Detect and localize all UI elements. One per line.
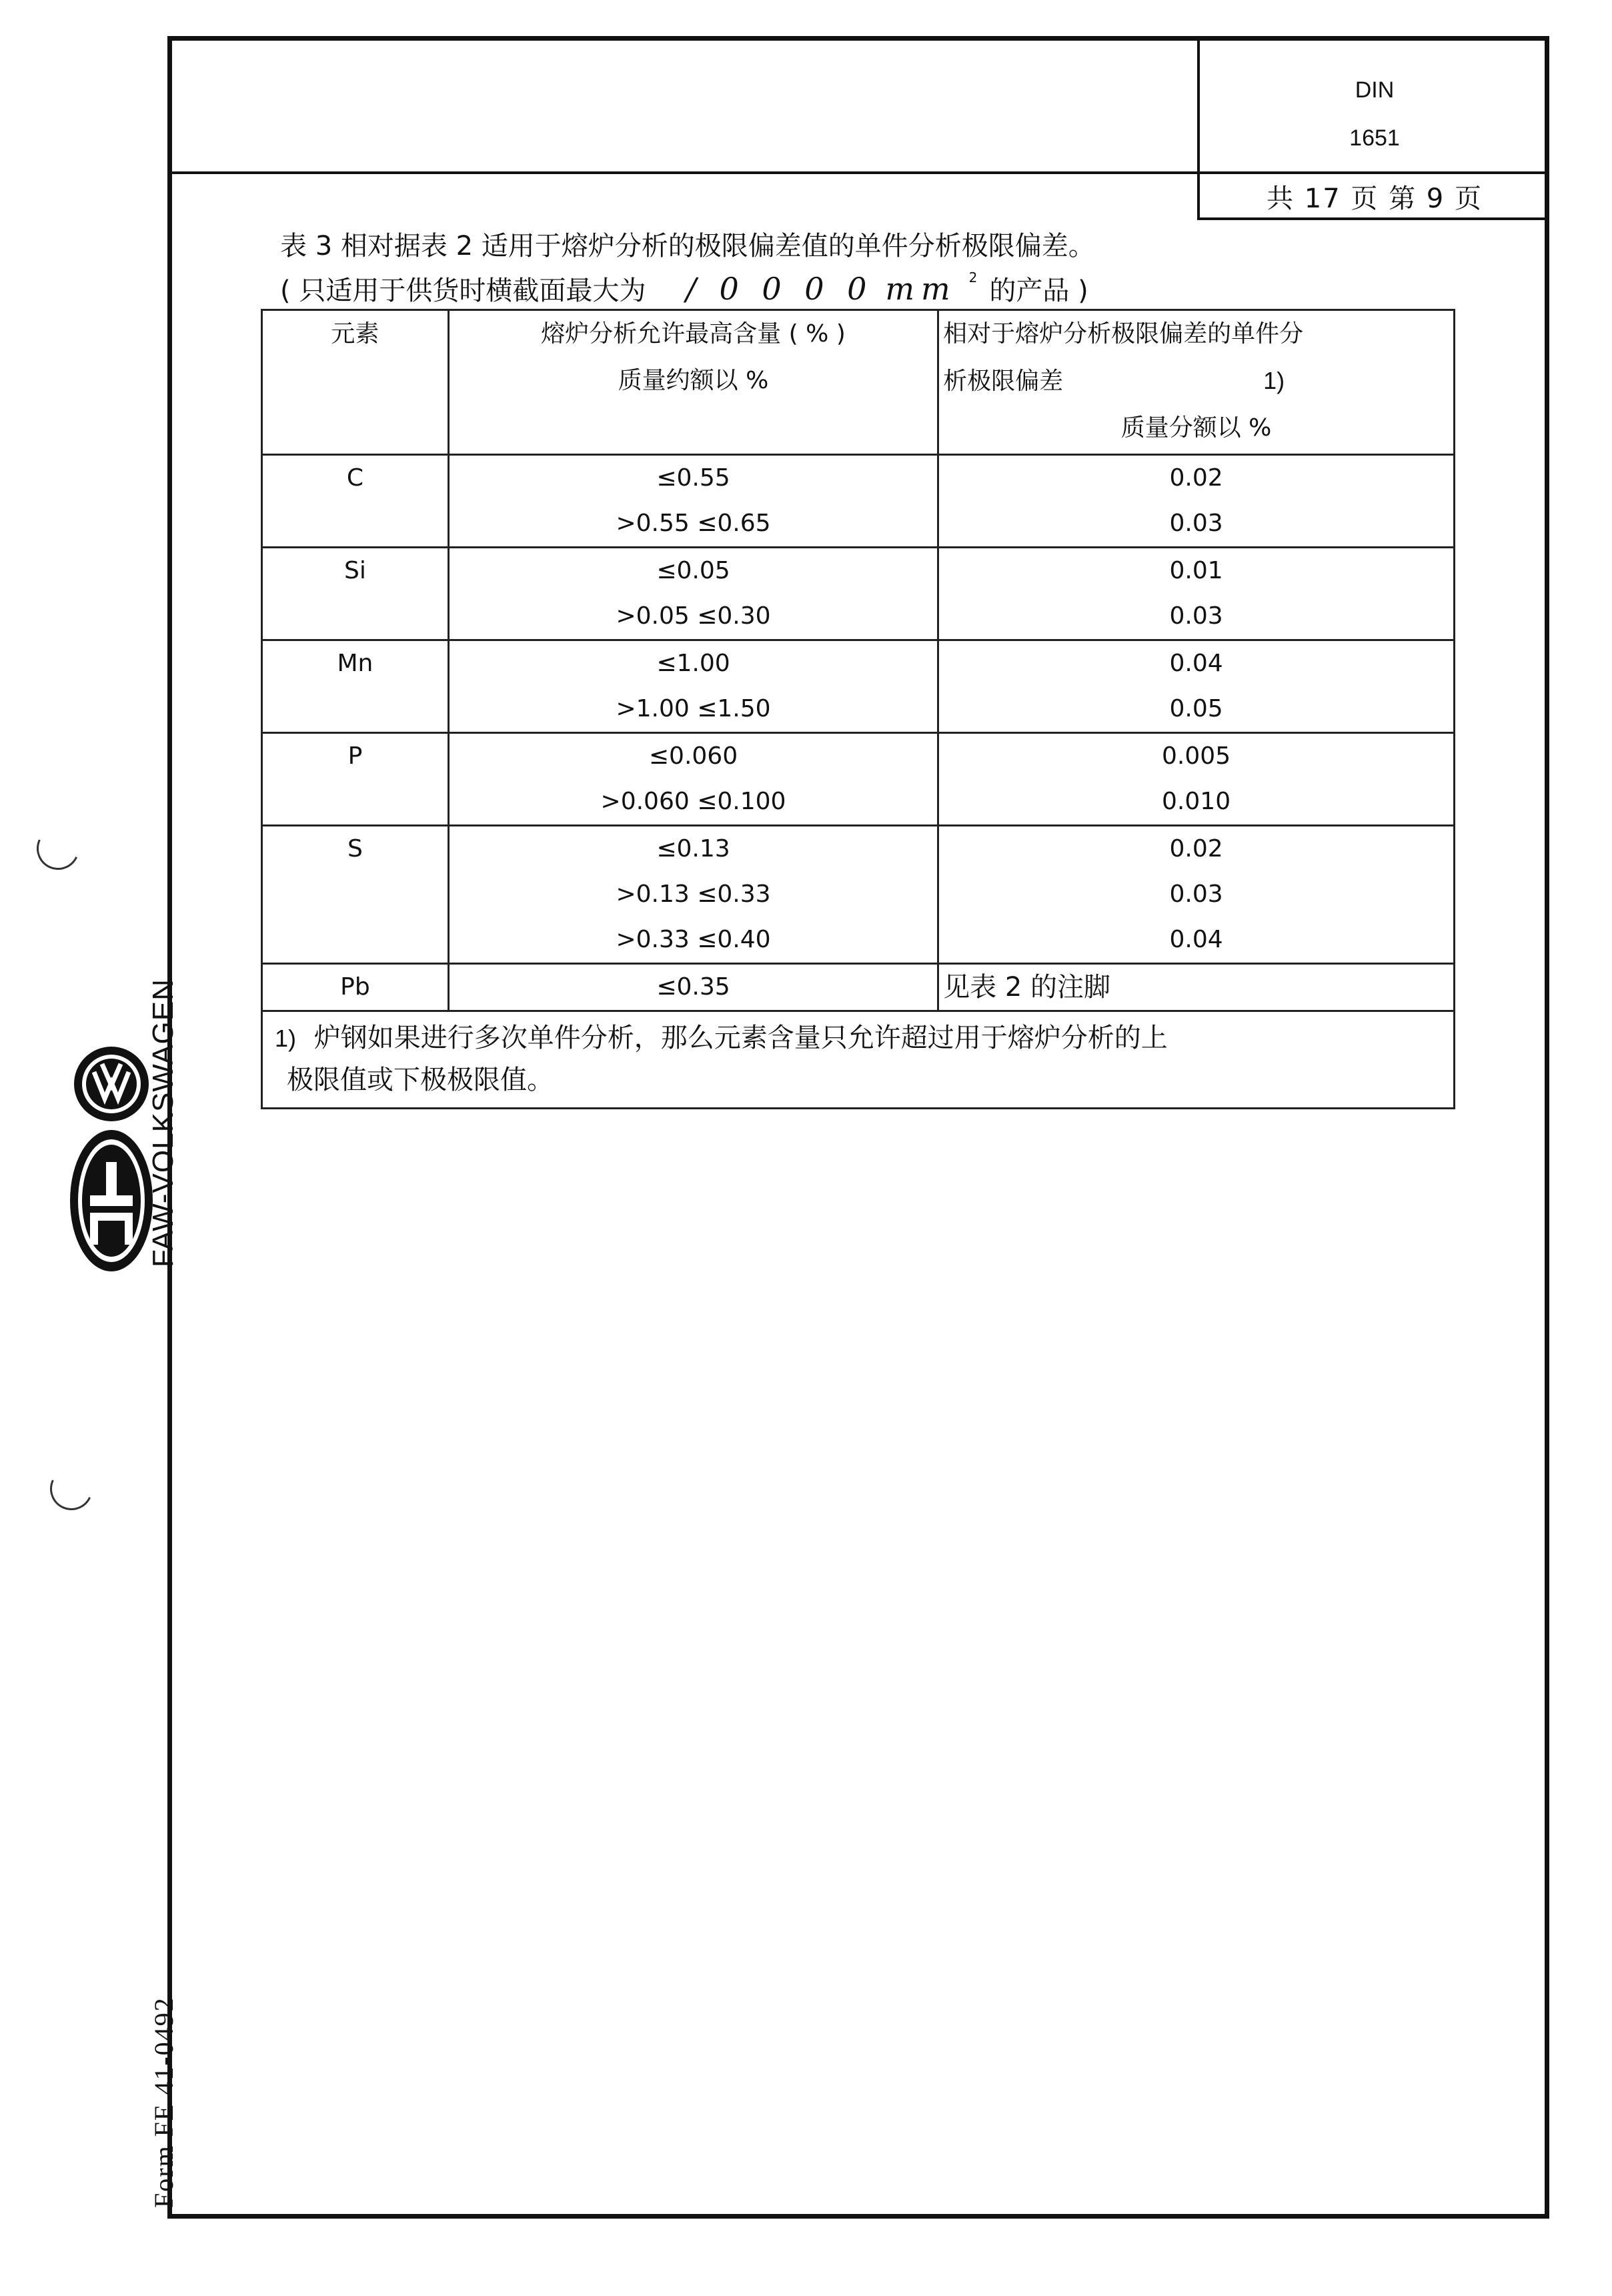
header-element-label: 元素 (331, 320, 379, 348)
limit-cell (448, 548, 938, 640)
footnote-line1: 炉钢如果进行多次单件分析，那么元素含量只允许超过用于熔炉分析的上 (313, 1023, 1168, 1053)
header-deviation-line1: 相对于熔炉分析极限偏差的单件分 (943, 320, 1304, 348)
limit-value: ≤0.13 (656, 835, 730, 863)
din-number: 1651 (1349, 125, 1400, 151)
element-symbol: Pb (340, 973, 370, 1001)
header-deviation-line2-text: 析极限偏差 (943, 368, 1064, 395)
deviation-value: 0.03 (1169, 602, 1223, 630)
table-row-pb (262, 964, 1455, 1011)
din-separator (1200, 171, 1549, 174)
limit-value: ≤0.35 (656, 973, 730, 1001)
limit-value: >0.05 ≤0.30 (616, 602, 771, 630)
table-row-si (262, 548, 1455, 640)
deviation-cell (938, 640, 1455, 733)
limit-cell (448, 733, 938, 826)
header-deviation-line3: 质量分额以 % (1120, 414, 1272, 442)
header-deviation-footnote-ref: 1) (1263, 367, 1285, 394)
table-footnote (262, 1011, 1455, 1109)
limit-cell (448, 826, 938, 964)
limit-value: ≤0.55 (656, 464, 730, 492)
scope-superscript: 2 (968, 269, 978, 285)
scope-suffix: 的产品 ) (989, 275, 1088, 306)
deviation-value: 0.03 (1169, 881, 1223, 908)
footnote-marker: 1) (275, 1025, 297, 1052)
deviation-value: 0.02 (1169, 464, 1223, 492)
deviation-value: 0.03 (1169, 510, 1223, 537)
limit-value: >0.060 ≤0.100 (600, 788, 786, 815)
deviation-value: 0.01 (1169, 557, 1223, 584)
faw-emblem-icon (70, 1130, 153, 1271)
header-max-content-line2: 质量约额以 % (618, 367, 769, 394)
deviation-cell (938, 733, 1455, 826)
footnote-line2: 极限值或下极极限值。 (287, 1065, 554, 1095)
table-caption: 表 3 相对据表 2 适用于熔炉分析的极限偏差值的单件分析极限偏差。 (280, 231, 1095, 261)
deviation-cell (938, 548, 1455, 640)
element-symbol: P (347, 742, 363, 770)
deviation-value: 0.04 (1169, 926, 1223, 953)
limit-value: ≤0.060 (648, 742, 738, 770)
limit-value: ≤1.00 (656, 650, 730, 677)
deviation-value: 0.05 (1169, 695, 1223, 722)
header-deviation-line2 (939, 358, 1453, 405)
deviation-cell (938, 455, 1455, 548)
form-code: Form FE 41-0492 (149, 1996, 179, 2208)
element-symbol: S (347, 835, 363, 863)
deviation-value: 0.005 (1162, 742, 1231, 770)
binder-hole-mark (31, 821, 85, 876)
table-row-p (262, 733, 1455, 826)
limit-value: >0.55 ≤0.65 (616, 510, 771, 537)
table-row-c (262, 455, 1455, 548)
table-header-row (262, 310, 1455, 455)
table-footnote-row (262, 1011, 1455, 1109)
deviation-note: 见表 2 的注脚 (943, 972, 1111, 1003)
scope-value: / 0 0 0 0 (686, 271, 874, 307)
deviation-value: 0.010 (1162, 788, 1231, 815)
vw-emblem-icon (74, 1047, 149, 1121)
table-row-s (262, 826, 1455, 964)
limit-value: ≤0.05 (656, 557, 730, 584)
binder-hole-mark (44, 1462, 99, 1516)
limit-cell (448, 640, 938, 733)
header-deviation (938, 310, 1455, 455)
deviation-value: 0.02 (1169, 835, 1223, 863)
din-header-box (1197, 36, 1549, 220)
page-indicator: 共 17 页 第 9 页 (1267, 183, 1483, 214)
element-cell (262, 548, 449, 640)
limit-cell (448, 455, 938, 548)
header-max-content-line1: 熔炉分析允许最高含量 ( % ) (541, 320, 846, 348)
deviation-value: 0.04 (1169, 650, 1223, 677)
deviation-cell (938, 964, 1455, 1011)
limit-value: >0.33 ≤0.40 (616, 926, 771, 953)
header-max-content (448, 310, 938, 455)
deviation-table (261, 309, 1455, 1109)
element-symbol: C (346, 464, 363, 492)
limit-value: >1.00 ≤1.50 (616, 695, 771, 722)
scope-unit: mm (885, 271, 957, 307)
scope-prefix: ( 只适用于供货时横截面最大为 (280, 275, 646, 306)
element-cell (262, 733, 449, 826)
element-cell (262, 640, 449, 733)
element-cell (262, 964, 449, 1011)
deviation-cell (938, 826, 1455, 964)
limit-cell (448, 964, 938, 1011)
brand-name: FAW-VOLKSWAGEN (147, 979, 179, 1267)
limit-value: >0.13 ≤0.33 (616, 881, 771, 908)
element-symbol: Mn (337, 650, 373, 677)
element-cell (262, 826, 449, 964)
element-symbol: Si (344, 557, 366, 584)
table-scope-note (280, 269, 1088, 308)
element-cell (262, 455, 449, 548)
din-label: DIN (1355, 77, 1395, 103)
header-element (262, 310, 449, 455)
table-row-mn (262, 640, 1455, 733)
